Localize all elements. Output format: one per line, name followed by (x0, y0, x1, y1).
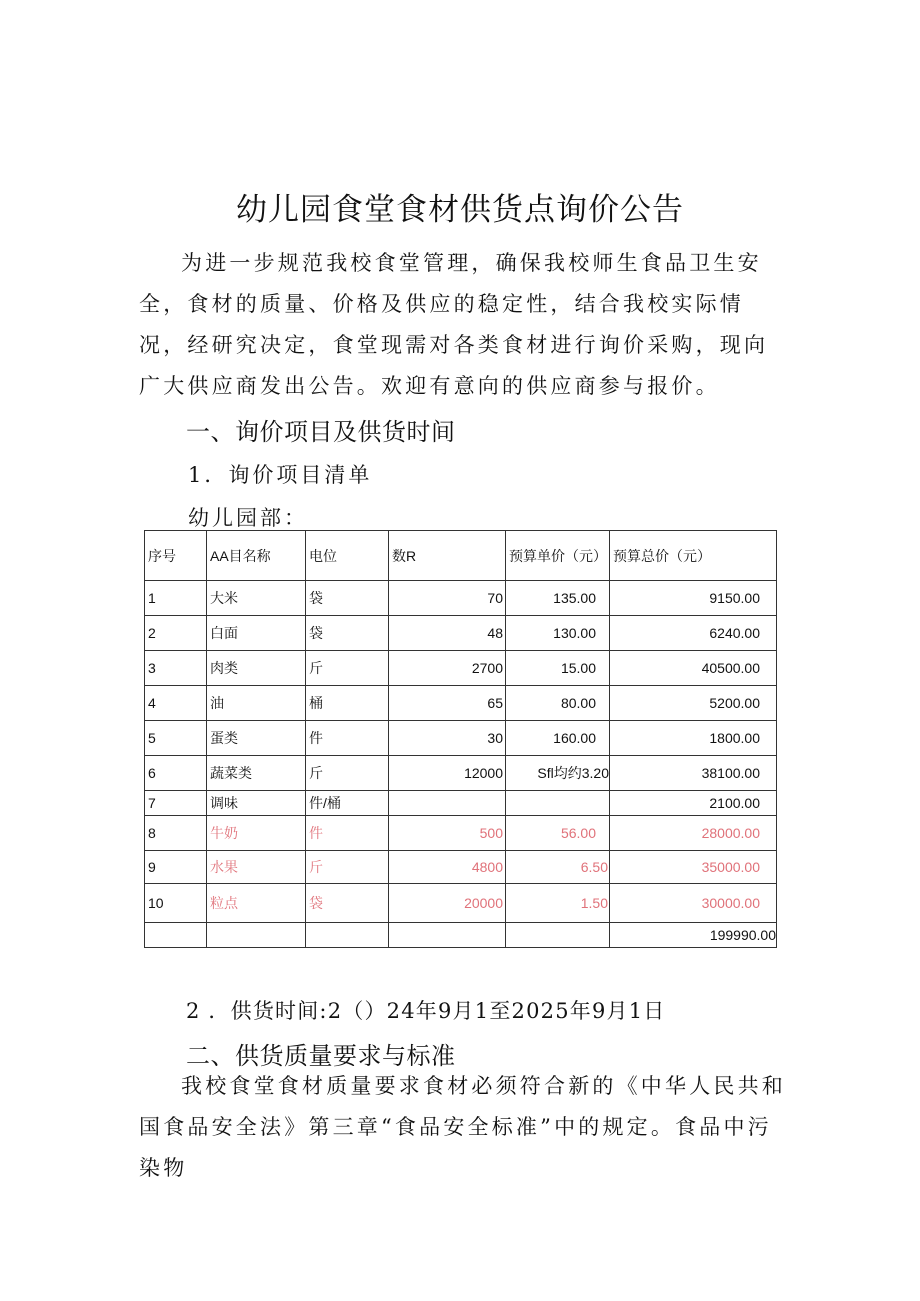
table-row (145, 816, 777, 851)
empty-cell (207, 923, 306, 948)
quality-paragraph: 我校食堂食材质量要求食材必须符合新的《中华人民共和国食品安全法》第三章“食品安全标准”中的规定。食品中污染物 (139, 1074, 786, 1180)
row-qty: 70 (389, 581, 506, 616)
row-price: 6.50 (506, 851, 610, 884)
header-total-price: 预算总价（元） (610, 531, 777, 581)
empty-cell (389, 923, 506, 948)
table-row (145, 616, 777, 651)
row-seq: 5 (145, 721, 207, 756)
header-seq: 序号 (145, 531, 207, 581)
row-name: 蛋类 (207, 721, 306, 756)
row-price: 130.00 (506, 616, 610, 651)
header-name: AA目名称 (207, 531, 306, 581)
row-name: 白面 (207, 616, 306, 651)
row-qty: 12000 (389, 756, 506, 791)
header-unit-price: 预算单价（元） (506, 531, 610, 581)
row-total: 9150.00 (610, 581, 777, 616)
row-total: 28000.00 (610, 816, 777, 851)
row-seq: 4 (145, 686, 207, 721)
row-total: 30000.00 (610, 884, 777, 923)
row-unit: 斤 (306, 756, 389, 791)
row-price: 15.00 (506, 651, 610, 686)
row-name: 水果 (207, 851, 306, 884)
row-total: 6240.00 (610, 616, 777, 651)
row-qty: 20000 (389, 884, 506, 923)
table-row (145, 651, 777, 686)
price-inquiry-table (144, 530, 777, 948)
empty-cell (506, 923, 610, 948)
row-unit: 斤 (306, 851, 389, 884)
row-price: Sfl均约3.20 (506, 756, 610, 791)
table-row (145, 884, 777, 923)
header-qty: 数R (389, 531, 506, 581)
supply-time: 2 ．供货时间:2（）24年9月1至2025年9月1日 (186, 999, 666, 1023)
table-row (145, 851, 777, 884)
row-unit: 件/桶 (306, 791, 389, 816)
row-seq: 9 (145, 851, 207, 884)
table-header-row (145, 531, 777, 581)
row-unit: 袋 (306, 581, 389, 616)
department-label: 幼儿园部： (188, 506, 308, 530)
row-unit: 件 (306, 721, 389, 756)
row-name: 蔬菜类 (207, 756, 306, 791)
row-name: 调味 (207, 791, 306, 816)
row-total: 38100.00 (610, 756, 777, 791)
row-unit: 袋 (306, 616, 389, 651)
header-unit: 电位 (306, 531, 389, 581)
row-name: 大米 (207, 581, 306, 616)
row-total: 1800.00 (610, 721, 777, 756)
table-row (145, 756, 777, 791)
row-unit: 斤 (306, 651, 389, 686)
page-title: 幼儿园食堂食材供货点询价公告 (236, 192, 684, 228)
row-price: 160.00 (506, 721, 610, 756)
row-unit: 袋 (306, 884, 389, 923)
row-seq: 6 (145, 756, 207, 791)
row-price: 135.00 (506, 581, 610, 616)
row-price (506, 791, 610, 816)
row-qty: 4800 (389, 851, 506, 884)
table-row (145, 581, 777, 616)
row-seq: 2 (145, 616, 207, 651)
row-total: 35000.00 (610, 851, 777, 884)
grand-total: 199990.00 (610, 923, 777, 948)
section1-heading: 一、询价项目及供货时间 (186, 418, 456, 446)
row-unit: 桶 (306, 686, 389, 721)
row-qty: 500 (389, 816, 506, 851)
row-total: 5200.00 (610, 686, 777, 721)
row-seq: 1 (145, 581, 207, 616)
table-row (145, 791, 777, 816)
row-name: 油 (207, 686, 306, 721)
row-total: 2100.00 (610, 791, 777, 816)
row-price: 56.00 (506, 816, 610, 851)
row-seq: 3 (145, 651, 207, 686)
intro-paragraph: 为进一步规范我校食堂管理，确保我校师生食品卫生安全，食材的质量、价格及供应的稳定性，结合我校实际情况，经研究决定，食堂现需对各类食材进行询价采购，现向广大供应商发出公告。欢迎有意向的供应商参与报价。 (139, 251, 769, 398)
section2-heading: 二、供货质量要求与标准 (186, 1042, 456, 1070)
row-name: 牛奶 (207, 816, 306, 851)
table-row (145, 721, 777, 756)
empty-cell (145, 923, 207, 948)
row-price: 1.50 (506, 884, 610, 923)
empty-cell (306, 923, 389, 948)
row-name: 粒点 (207, 884, 306, 923)
table-total-row (145, 923, 777, 948)
row-qty: 48 (389, 616, 506, 651)
row-qty (389, 791, 506, 816)
row-seq: 10 (145, 884, 207, 923)
row-qty: 2700 (389, 651, 506, 686)
table-row (145, 686, 777, 721)
row-qty: 30 (389, 721, 506, 756)
row-price: 80.00 (506, 686, 610, 721)
row-unit: 件 (306, 816, 389, 851)
row-name: 肉类 (207, 651, 306, 686)
row-total: 40500.00 (610, 651, 777, 686)
row-seq: 8 (145, 816, 207, 851)
row-qty: 65 (389, 686, 506, 721)
item-list-heading: 1．询价项目清单 (188, 463, 373, 487)
row-seq: 7 (145, 791, 207, 816)
